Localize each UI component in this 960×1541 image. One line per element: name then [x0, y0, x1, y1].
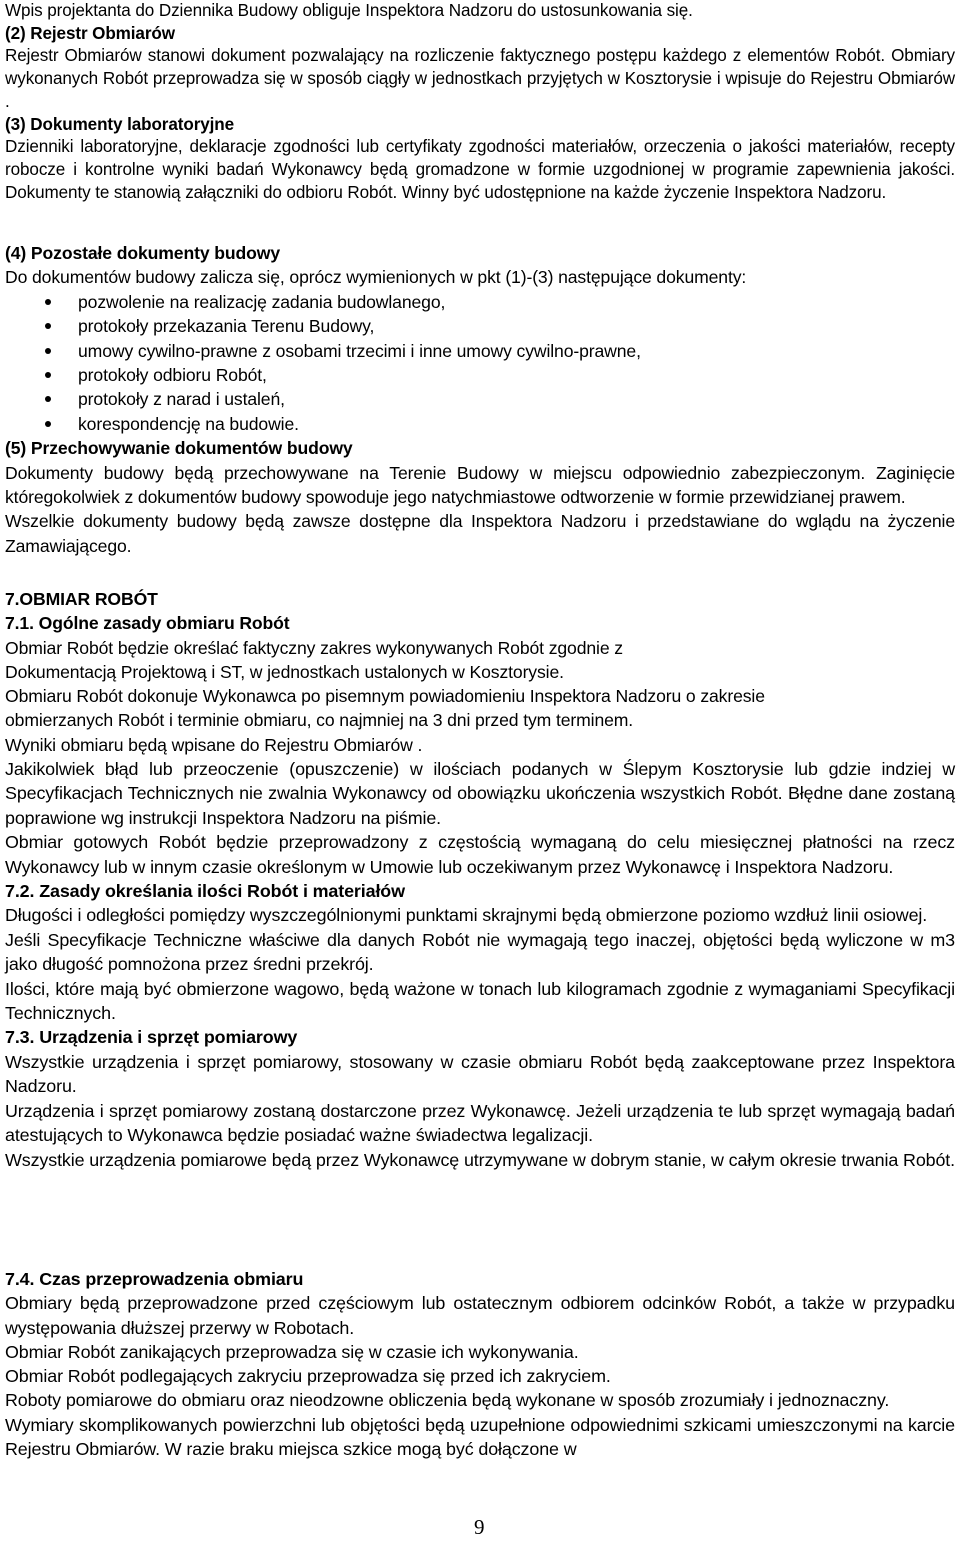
paragraph-equipment-maintenance: Wszystkie urządzenia pomiarowe będą przez Wykonawcę utrzymywane w dobrym stanie, w całym okresie trwania Robót. — [5, 1149, 956, 1170]
list-item: pozwolenie na realizację zadania budowlanego, — [5, 290, 955, 314]
paragraph-equipment-supply: Urządzenia i sprzęt pomiarowy zostaną dostarczone przez Wykonawcę. Jeżeli urządzenia te lub sprzęt wymagają badań atestujących to Wykonawca będzie posiadać ważne świadectwa legalizacji. — [5, 1100, 955, 1146]
paragraph-measurement-register: Rejestr Obmiarów stanowi dokument pozwalający na rozliczenie faktycznego postępu każdego z elementów Robót. Obmiary wykonanych Robót przeprowadza się w sposób ciągły w jednostkach przyjętych w Kosztorysie i wpisuje do Rejestru Obmiarów . — [5, 46, 955, 111]
paragraph-document-availability: Wszelkie dokumenty budowy będą zawsze dostępne dla Inspektora Nadzoru i przedstawiane do wglądu na życzenie Zamawiającego. — [5, 511, 955, 556]
heading-quantity-rules: 7.2. Zasady określania ilości Robót i materiałów — [5, 881, 405, 902]
paragraph-sketches: Wymiary skomplikowanych powierzchni lub objętości będą uzupełnione odpowiednimi szkicami umieszczonymi na karcie Rejestru Obmiarów. W razie braku miejsca szkice mogą być dołączone w — [5, 1414, 955, 1460]
paragraph-scope-line-1: Obmiar Robót będzie określać faktyczny zakres wykonywanych Robót zgodnie z — [5, 637, 623, 658]
section-registers — [5, 0, 955, 204]
paragraph-covered-works: Obmiar Robót podlegających zakryciu przeprowadza się przed ich zakryciem. — [5, 1366, 611, 1387]
list-item: umowy cywilno-prawne z osobami trzecimi i inne umowy cywilno-prawne, — [5, 339, 955, 363]
list-item: protokoły z narad i ustaleń, — [5, 387, 955, 411]
paragraph-frequency: Obmiar gotowych Robót będzie przeprowadzony z częstością wymaganą do celu miesięcznej płatności na rzecz Wykonawcy lub w innym czasie określonym w Umowie lub oczekiwanym przez Wykonawcę i Inspektora Nadzoru. — [5, 832, 955, 877]
list-item: protokoły przekazania Terenu Budowy, — [5, 314, 955, 338]
paragraph-weights: Ilości, które mają być obmierzone wagowo, będą ważone w tonach lub kilogramach zgodnie z wymaganiami Specyfikacji Technicznych. — [5, 978, 955, 1024]
list-item: korespondencję na budowie. — [5, 412, 955, 436]
paragraph-volumes: Jeśli Specyfikacje Techniczne właściwe dla danych Robót nie wymagają tego inaczej, objętości będą wyliczone w m3 jako długość pomnożona przez średni przekrój. — [5, 929, 955, 975]
paragraph-other-documents: Do dokumentów budowy zalicza się, oprócz wymienionych w pkt (1)-(3) następujące dokumenty: — [5, 267, 747, 288]
paragraph-results-entry: Wyniki obmiaru będą wpisane do Rejestru Obmiarów . — [5, 734, 423, 755]
paragraph-scope-line-2: Dokumentacją Projektową i ST, w jednostkach ustalonych w Kosztorysie. — [5, 661, 564, 682]
paragraph-timing: Obmiary będą przeprowadzone przed częściowym lub ostatecznym odbiorem odcinków Robót, a także w przypadku występowania dłuższej przerwy w Robotach. — [5, 1293, 955, 1338]
heading-general-rules: 7.1. Ogólne zasady obmiaru Robót — [5, 613, 290, 634]
paragraph-lengths: Długości i odległości pomiędzy wyszczególnionymi punktami skrajnymi będą obmierzone poziomo wzdłuż linii osiowej. — [5, 905, 928, 926]
paragraph-disappearing-works: Obmiar Robót zanikających przeprowadza się w czasie ich wykonywania. — [5, 1341, 579, 1362]
paragraph-notice-line-2: obmierzanych Robót i terminie obmiaru, co najmniej na 3 dni przed tym terminem. — [5, 710, 634, 731]
paragraph-designer-entry: Wpis projektanta do Dziennika Budowy obliguje Inspektora Nadzoru do ustosunkowania się. — [5, 1, 693, 20]
paragraph-equipment-acceptance: Wszystkie urządzenia i sprzęt pomiarowy, stosowany w czasie obmiaru Robót będą zaakceptowane przez Inspektora Nadzoru. — [5, 1051, 955, 1097]
heading-measurement-timing: 7.4. Czas przeprowadzenia obmiaru — [5, 1269, 304, 1289]
section-other-documents — [5, 241, 955, 558]
section-measurement-general — [5, 587, 955, 757]
heading-other-documents: (4) Pozostałe dokumenty budowy — [5, 243, 280, 263]
page-number: 9 — [474, 1515, 485, 1539]
paragraph-notice-line-1: Obmiaru Robót dokonuje Wykonawca po pisemnym powiadomieniu Inspektora Nadzoru o zakresie — [5, 686, 765, 706]
section-measurement-timing — [5, 1267, 955, 1461]
heading-measuring-equipment: 7.3. Urządzenia i sprzęt pomiarowy — [5, 1027, 298, 1048]
paragraph-errors: Jakikolwiek błąd lub przeoczenie (opuszczenie) w ilościach podanych w Ślepym Kosztorysie lub gdzie indziej w Specyfikacjach Technicznych nie zwalnia Wykonawcy od obowiązku ukończenia wszystkich Robót. Błędne dane zostaną poprawione wg instrukcji Inspektora Nadzoru na piśmie. — [5, 759, 955, 828]
list-item: protokoły odbioru Robót, — [5, 363, 955, 387]
paragraph-calculations: Roboty pomiarowe do obmiaru oraz nieodzowne obliczenia będą wykonane w sposób zrozumiały i jednoznaczny. — [5, 1390, 890, 1411]
document-list — [5, 290, 955, 436]
heading-document-storage: (5) Przechowywanie dokumentów budowy — [5, 438, 353, 459]
heading-laboratory-documents: (3) Dokumenty laboratoryjne — [5, 114, 235, 134]
heading-measurement-of-works: 7.OBMIAR ROBÓT — [5, 589, 158, 609]
section-measurement-rules — [5, 757, 955, 1172]
paragraph-laboratory-documents: Dzienniki laboratoryjne, deklaracje zgodności lub certyfikaty zgodności materiałów, orzeczenia o jakości materiałów, recepty robocze i kontrolne wyniki badań Wykonawcy będą gromadzone w formie uzgodnionej w programie zapewnienia jakości. Dokumenty te stanowią załączniki do odbioru Robót. Winny być udostępnione na każde życzenie Inspektora Nadzoru. — [5, 137, 955, 202]
heading-measurement-register: (2) Rejestr Obmiarów — [5, 23, 175, 43]
paragraph-document-storage: Dokumenty budowy będą przechowywane na Terenie Budowy w miejscu odpowiednio zabezpieczonym. Zaginięcie któregokolwiek z dokumentów budowy spowoduje jego natychmiastowe odtworzenie w formie przewidzianej prawem. — [5, 462, 955, 508]
